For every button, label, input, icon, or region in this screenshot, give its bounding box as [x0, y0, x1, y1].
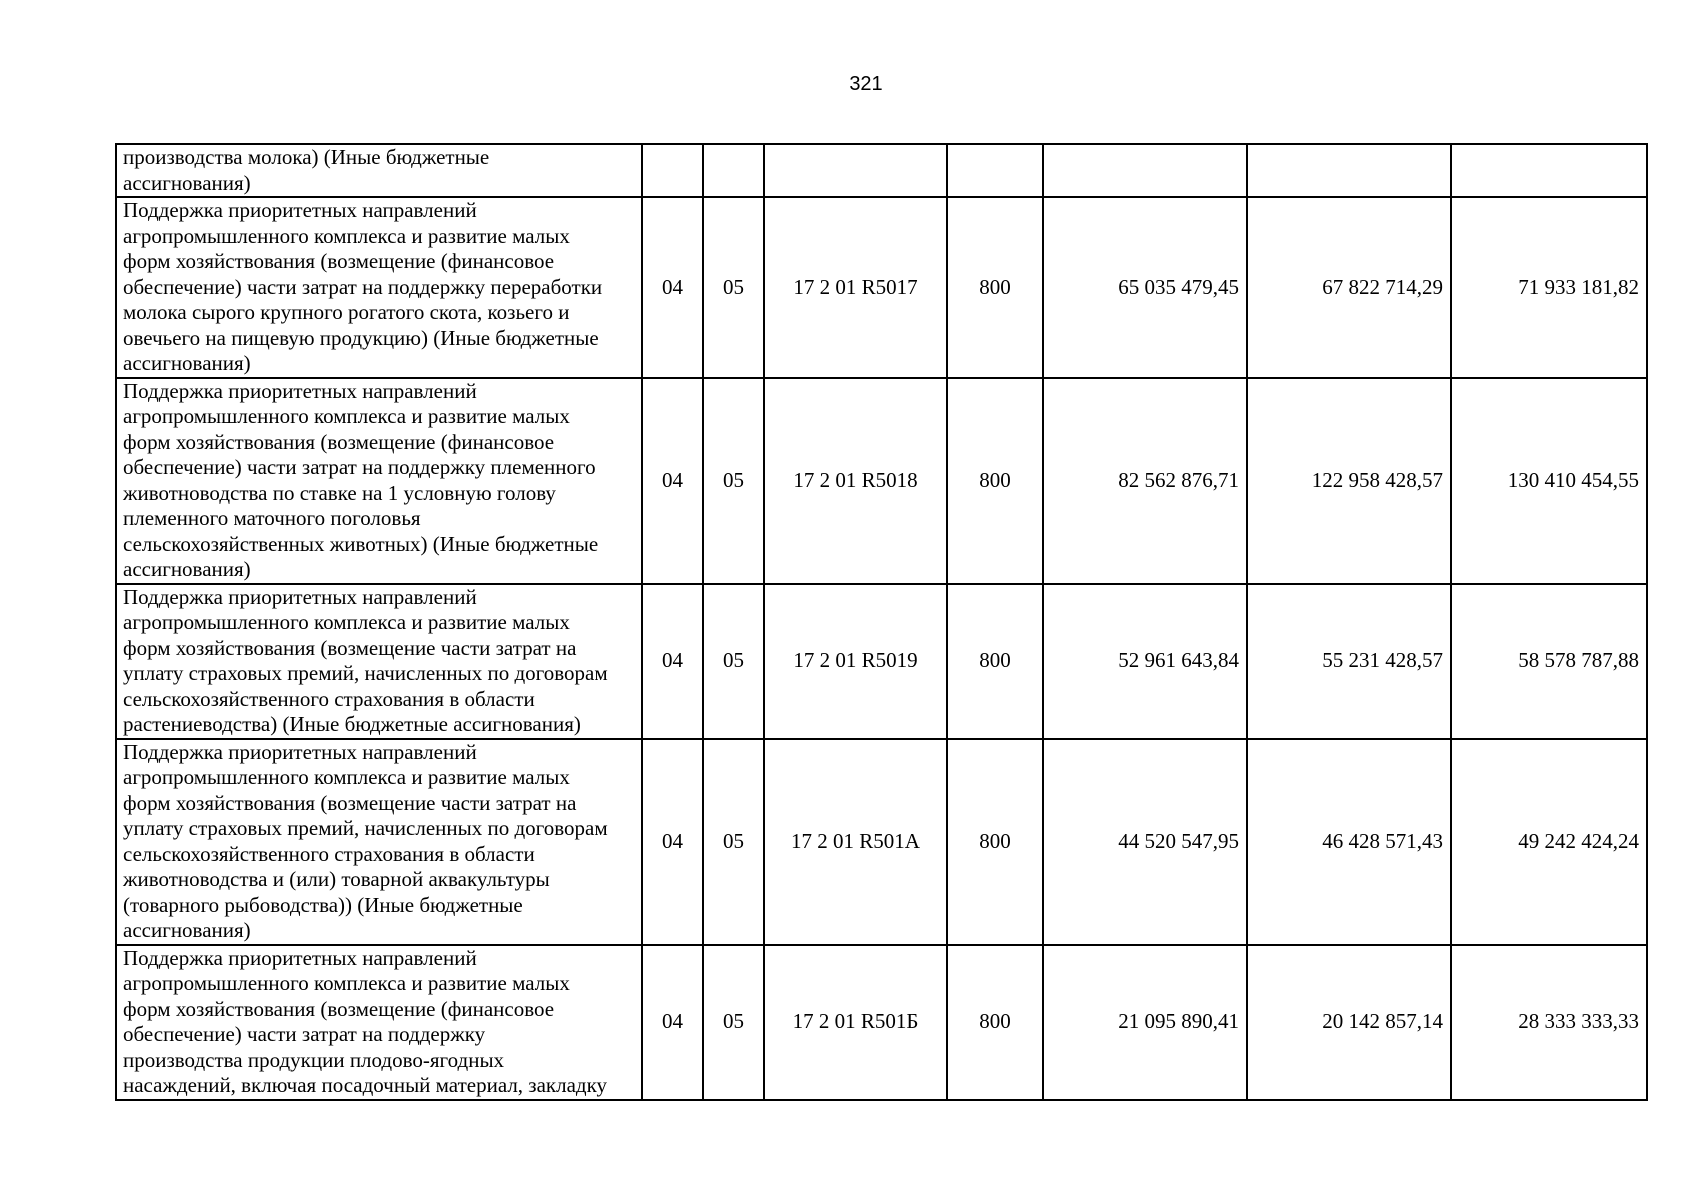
section-code: 04: [642, 945, 703, 1100]
description-line: агропромышленного комплекса и развитие малых: [123, 765, 570, 789]
description-line: Поддержка приоритетных направлений: [123, 945, 477, 970]
description-line: обеспечение) части затрат на поддержку переработки: [123, 274, 603, 299]
description-line: растениеводства) (Иные бюджетные ассигнования): [123, 712, 581, 736]
description-line: насаждений, включая посадочный материал, закладку: [123, 1073, 608, 1097]
page-number: 321: [849, 73, 883, 95]
description-line: агропромышленного комплекса и развитие малых: [123, 971, 570, 995]
expense-type-code: 800: [947, 945, 1043, 1100]
amount-year-3: 71 933 181,82: [1451, 197, 1647, 378]
description-line: уплату страховых премий, начисленных по договорам: [123, 816, 608, 840]
amount-year-3: 49 242 424,24: [1451, 739, 1647, 945]
amount-year-3: 130 410 454,55: [1451, 378, 1647, 584]
target-article-code: [764, 144, 947, 197]
description-cell: [116, 945, 642, 1100]
description-line: агропромышленного комплекса и развитие малых: [123, 404, 570, 428]
amount-year-3: 58 578 787,88: [1451, 584, 1647, 739]
amount-year-3: 28 333 333,33: [1451, 945, 1647, 1100]
table-body: [116, 144, 1647, 1100]
description-line: сельскохозяйственного страхования в области: [123, 686, 535, 711]
description-line: сельскохозяйственного страхования в области: [123, 841, 535, 866]
expense-type-code: [947, 144, 1043, 197]
description-line: ассигнования): [123, 918, 251, 942]
amount-year-1: 21 095 890,41: [1043, 945, 1247, 1100]
description-line: уплату страховых премий, начисленных по договорам: [123, 661, 608, 685]
table-row: [116, 584, 1647, 739]
description-line: Поддержка приоритетных направлений: [123, 198, 477, 222]
table-row: [116, 378, 1647, 584]
description-line: агропромышленного комплекса и развитие малых: [123, 610, 570, 634]
description-line: Поддержка приоритетных направлений: [123, 739, 477, 764]
description-line: производства молока) (Иные бюджетные: [123, 145, 490, 169]
description-line: ассигнования): [123, 557, 251, 581]
table-row: [116, 144, 1647, 197]
target-article-code: 17 2 01 R5018: [764, 378, 947, 584]
description-line: форм хозяйствования (возмещение (финансовое: [123, 249, 555, 273]
table-row: [116, 197, 1647, 378]
description-line: форм хозяйствования (возмещение части затрат на: [123, 635, 577, 660]
description-line: ассигнования): [123, 170, 251, 195]
budget-table: [115, 143, 1648, 1101]
amount-year-1: 82 562 876,71: [1043, 378, 1247, 584]
expense-type-code: 800: [947, 378, 1043, 584]
expense-type-code: 800: [947, 584, 1043, 739]
subsection-code: [703, 144, 764, 197]
description-line: форм хозяйствования (возмещение части затрат на: [123, 790, 577, 815]
description-line: форм хозяйствования (возмещение (финансовое: [123, 429, 555, 454]
description-line: производства продукции плодово-ягодных: [123, 1047, 505, 1072]
description-line: ассигнования): [123, 351, 251, 375]
amount-year-2: 55 231 428,57: [1247, 584, 1451, 739]
description-line: животноводства по ставке на 1 условную голову: [123, 480, 556, 505]
table-row: [116, 945, 1647, 1100]
description-cell: [116, 584, 642, 739]
expense-type-code: 800: [947, 197, 1043, 378]
amount-year-2: 122 958 428,57: [1247, 378, 1451, 584]
description-cell: [116, 378, 642, 584]
description-line: молока сырого крупного рогатого скота, козьего и: [123, 300, 570, 324]
section-code: 04: [642, 584, 703, 739]
amount-year-2: [1247, 144, 1451, 197]
section-code: [642, 144, 703, 197]
amount-year-1: 52 961 643,84: [1043, 584, 1247, 739]
subsection-code: 05: [703, 584, 764, 739]
amount-year-2: 46 428 571,43: [1247, 739, 1451, 945]
target-article-code: 17 2 01 R501А: [764, 739, 947, 945]
description-cell: [116, 144, 642, 197]
table-row: [116, 739, 1647, 945]
subsection-code: 05: [703, 378, 764, 584]
description-line: обеспечение) части затрат на поддержку: [123, 1022, 486, 1046]
description-line: сельскохозяйственных животных) (Иные бюджетные: [123, 531, 599, 556]
description-line: форм хозяйствования (возмещение (финансовое: [123, 996, 555, 1021]
description-line: Поддержка приоритетных направлений: [123, 378, 477, 403]
target-article-code: 17 2 01 R5017: [764, 197, 947, 378]
subsection-code: 05: [703, 197, 764, 378]
subsection-code: 05: [703, 945, 764, 1100]
description-line: обеспечение) части затрат на поддержку племенного: [123, 455, 596, 479]
section-code: 04: [642, 739, 703, 945]
description-line: овечьего на пищевую продукцию) (Иные бюджетные: [123, 325, 599, 350]
description-line: племенного маточного поголовья: [123, 506, 421, 530]
description-cell: [116, 197, 642, 378]
amount-year-3: [1451, 144, 1647, 197]
amount-year-2: 67 822 714,29: [1247, 197, 1451, 378]
section-code: 04: [642, 378, 703, 584]
description-line: агропромышленного комплекса и развитие малых: [123, 223, 570, 248]
amount-year-1: [1043, 144, 1247, 197]
description-line: животноводства и (или) товарной аквакультуры: [123, 867, 550, 891]
description-cell: [116, 739, 642, 945]
target-article-code: 17 2 01 R501Б: [764, 945, 947, 1100]
amount-year-1: 65 035 479,45: [1043, 197, 1247, 378]
description-line: Поддержка приоритетных направлений: [123, 584, 477, 609]
section-code: 04: [642, 197, 703, 378]
amount-year-2: 20 142 857,14: [1247, 945, 1451, 1100]
target-article-code: 17 2 01 R5019: [764, 584, 947, 739]
subsection-code: 05: [703, 739, 764, 945]
amount-year-1: 44 520 547,95: [1043, 739, 1247, 945]
description-line: (товарного рыбоводства)) (Иные бюджетные: [123, 892, 523, 917]
expense-type-code: 800: [947, 739, 1043, 945]
